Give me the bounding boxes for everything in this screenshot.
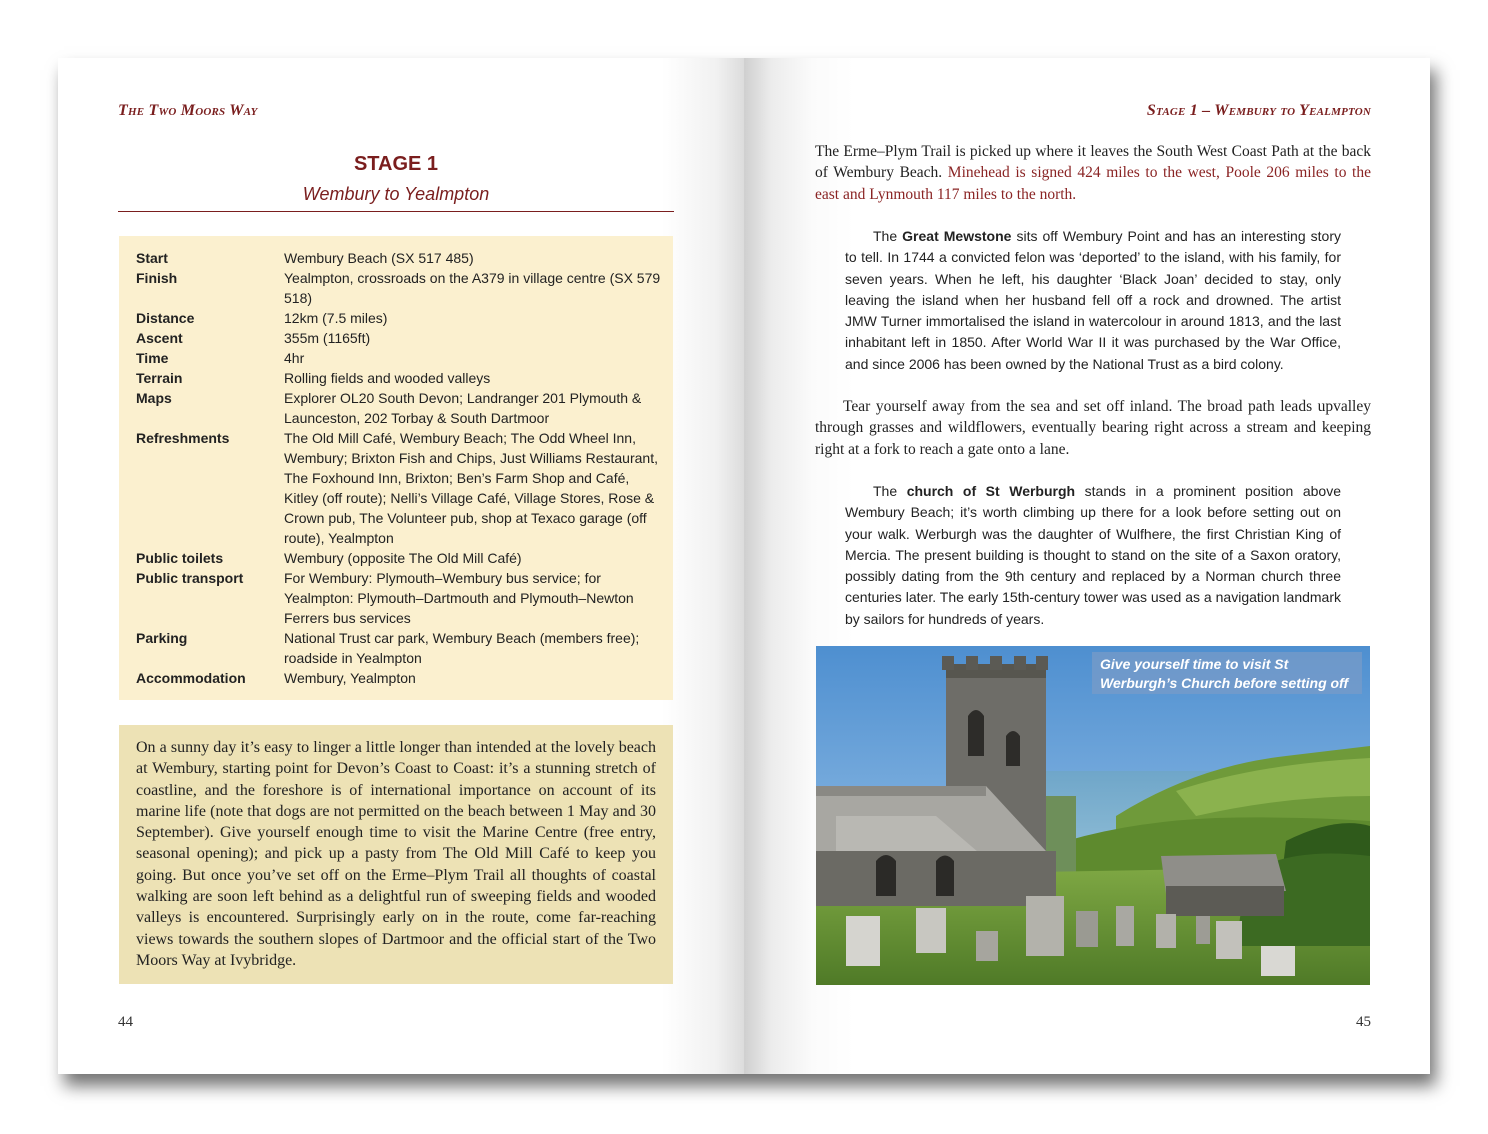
info-value: For Wembury: Plymouth–Wembury bus service; for Yealmpton: Plymouth–Dartmouth and Plymouth–Newton Ferrers bus services	[284, 570, 634, 626]
info-value: 12km (7.5 miles)	[284, 310, 388, 326]
inset-text: The	[873, 483, 907, 499]
running-head-right: Stage 1 – Wembury to Yealmpton	[1146, 102, 1371, 119]
page-number-left: 44	[118, 1014, 133, 1030]
church-photo	[816, 646, 1370, 985]
running-head-left: The Two Moors Way	[118, 102, 258, 119]
paragraph-text: The Erme–Plym Trail is picked up where it leaves the South West Coast Path at the back of Wembury Beach.	[815, 143, 1371, 182]
info-label: Refreshments	[136, 430, 230, 446]
info-label: Maps	[136, 390, 172, 406]
info-label: Distance	[136, 310, 195, 326]
inset-text: The	[873, 228, 903, 244]
left-page	[58, 58, 744, 1074]
inset-bold-term: church of St Werburgh	[906, 483, 1076, 499]
inset-text: stands in a prominent position above Wembury Beach; it’s worth climbing up there for a look before setting out on your walk. Werburgh was the daughter of Wulfhere, the first Christian King of Mercia. The present building is thought to stand on the site of a Saxon oratory, possibly dating from the 9th century and replaced by a Norman church three centuries later. The early 15th-century tower was used as a navigation landmark by sailors for hundreds of years.	[845, 483, 1341, 627]
info-label: Finish	[136, 270, 178, 286]
page-number-right: 45	[1356, 1014, 1371, 1030]
stage-subtitle: Wembury to Yealmpton	[302, 184, 490, 204]
info-label: Ascent	[136, 330, 183, 346]
info-value: Wembury, Yealmpton	[284, 670, 416, 686]
intro-text: On a sunny day it’s easy to linger a little longer than intended at the lovely beach at Wembury, starting point for Devon’s Coast to Coast: it’s a stunning stretch of coastline, and the foreshore is of international importance on account of its marine life (note that dogs are not permitted on the beach between 1 May and 30 September). Give yourself enough time to visit the Marine Centre (free entry, seasonal opening); and pick up a pasty from The Old Mill Café to keep you going. But once you’ve set off on the Erme–Plym Trail all thoughts of coastal walking are soon left behind as a delightful run of sweeping fields and wooded valleys is encountered. Surprisingly early on in the route, come far-reaching views towards the southern slopes of Dartmoor and the official start of the Two Moors Way at Ivybridge.	[136, 739, 656, 969]
paragraph-trail-start	[815, 141, 1371, 205]
info-value: The Old Mill Café, Wembury Beach; The Odd Wheel Inn, Wembury; Brixton Fish and Chips, Just Williams Restaurant, The Foxhound Inn, Brixton; Ben’s Farm Shop and Café, Kitley (off route); Nelli’s Village Café, Village Stores, Rose & Crown pub, The Volunteer pub, shop at Texaco garage (off route), Yealmpton	[284, 430, 658, 546]
info-value: 4hr	[284, 350, 305, 366]
intro-box	[119, 725, 673, 984]
inset-text: sits off Wembury Point and has an interesting story to tell. In 1744 a convicted felon was ‘deported’ to the island, with his family, for seven years. When he left, his daughter ‘Black Joan’ decided to stay, only leaving the island when her husband fell off a rock and drowned. The artist JMW Turner immortalised the island in watercolour in around 1813, and the last inhabitant left in 1850. After World War II it was purchased by the War Office, and since 2006 has been owned by the National Trust as a bird colony.	[845, 228, 1341, 372]
info-value: 355m (1165ft)	[284, 330, 371, 346]
right-page	[744, 58, 1430, 1074]
info-label: Time	[136, 350, 169, 366]
info-value: Yealmpton, crossroads on the A379 in village centre (SX 579 518)	[284, 270, 661, 306]
info-value: Wembury (opposite The Old Mill Café)	[284, 550, 522, 566]
book-spread	[58, 58, 1430, 1074]
inset-bold-term: Great Mewstone	[902, 228, 1012, 244]
route-info-box	[119, 236, 673, 700]
info-label: Public transport	[136, 570, 244, 586]
info-value: Explorer OL20 South Devon; Landranger 201 Plymouth & Launceston, 202 Torbay & South Dartmoor	[284, 390, 642, 426]
inset-st-werburgh	[845, 481, 1341, 630]
info-value: Wembury Beach (SX 517 485)	[284, 250, 474, 266]
paragraph-inland	[815, 396, 1371, 460]
church-photo-illustration	[816, 646, 1370, 985]
info-label: Public toilets	[136, 550, 224, 566]
info-label: Accommodation	[136, 670, 246, 686]
paragraph-text: Tear yourself away from the sea and set off inland. The broad path leads upvalley through grasses and wildflowers, eventually bearing right across a stream and keeping right at a fork to reach a gate onto a lane.	[815, 398, 1371, 458]
title-divider	[118, 211, 674, 212]
photo-caption: Give yourself time to visit St Werburgh’s Church before setting off	[1092, 652, 1362, 694]
info-value: Rolling fields and wooded valleys	[284, 370, 491, 386]
info-label: Terrain	[136, 370, 183, 386]
info-label: Parking	[136, 630, 188, 646]
info-value: National Trust car park, Wembury Beach (members free); roadside in Yealmpton	[284, 630, 640, 666]
inset-great-mewstone	[845, 226, 1341, 375]
stage-title: STAGE 1	[353, 153, 439, 175]
info-label: Start	[136, 250, 168, 266]
highlighted-text: Minehead is signed 424 miles to the west, Poole 206 miles to the east and Lynmouth 117 miles to the north.	[815, 164, 1371, 203]
